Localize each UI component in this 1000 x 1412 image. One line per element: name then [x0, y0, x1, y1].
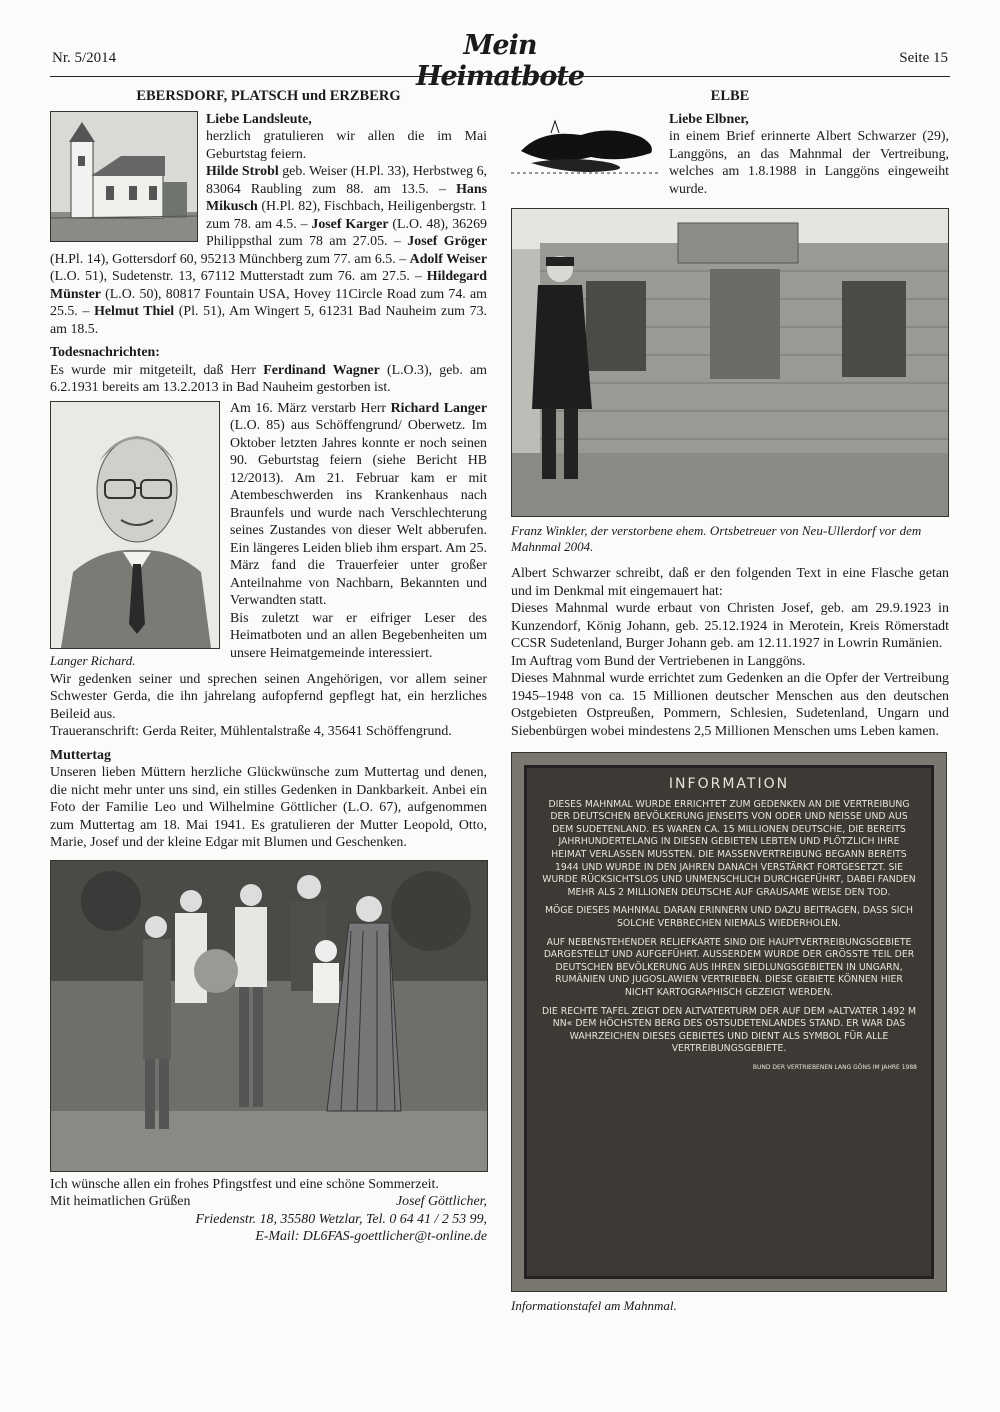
schwarzer-text: Albert Schwarzer schreibt, daß er den folgenden Text in eine Flasche getan und im Denkmal mit eingemauert hat:	[511, 566, 949, 599]
church-image	[51, 112, 197, 241]
birthday-name: Adolf Weiser	[409, 251, 487, 267]
birthday-name: Hilde Strobl	[206, 164, 279, 179]
condolence-text: Wir gedenken seiner und sprechen seinen Angehörigen, vor allem seiner Schwester Gerda, die ihn jahrelang aufopfernd gepflegt hat, ein herzliches Beileid aus.	[50, 671, 487, 722]
builders-text: Dieses Mahnmal wurde erbaut von Christen Josef, geb. am 29.9.1923 in Kunzendorf, König Johann, geb. 25.12.1924 in Merotein, Kreis Römerstadt CCSR Sudetenland, Burger Johann geb. am 12.11.1927 in Lowrin Rumänien.	[511, 601, 949, 651]
death-notice-text: (L.O. 85) aus Schöffengrund/ Oberwetz. Im Oktober letzten Jahres konnte er noch seinen 90. Geburtstag feiern (siehe Bericht HB 12/2013). Am 21. Februar kam er mit Atembeschwerden ins Krankenhaus nach Braunfels und wurde nach Verschlechterung seines Zustandes von dieser Welt abberufen. Ein längeres Leiden blieb ihm erspart. Am 25. März fand die Trauerfeier unter großer Anteilnahme von Nachbarn, Bekannten und Verwandten statt.	[230, 418, 487, 608]
memorial-photo	[511, 208, 949, 517]
section-title-ebersdorf: EBERSDORF, PLATSCH und ERZBERG	[136, 88, 401, 104]
birthday-details: (H.Pl. 82), Fischbach, Heiligenbergstr. 1 zum 78. am 4.5. –	[206, 199, 487, 232]
portrait-photo	[50, 401, 220, 649]
death-name-wagner: Ferdinand Wagner	[263, 362, 380, 378]
mothers-day-heading: Muttertag	[50, 747, 111, 763]
memorial-photo-caption: Franz Winkler, der verstorbene ehem. Ortsbetreuer von Neu-Ullerdorf vor dem Mahnmal 2004.	[511, 523, 922, 554]
family-image	[51, 861, 487, 1171]
left-column	[50, 84, 487, 1246]
birthday-details: (L.O. 51), Sudetenstr. 13, 67112 Mutterstadt zum 76. am 27.5. –	[50, 269, 427, 284]
landscape-drawing	[511, 111, 661, 191]
mothers-day-text: Unseren lieben Müttern herzliche Glückwünsche zum Muttertag und denen, die nicht mehr unter uns sind, ein stilles Gedenken in Dankbarkeit. Anbei ein Foto der Familie Leo und Wilhelmine Göttlicher (L.O. 67), aufgenommen zum Muttertag am 18. Mai 1941. Es gratulieren der Mutter Leopold, Otto, Marie, Josef und der kleine Edgar mit Blumen und Geschenken.	[50, 765, 487, 850]
closing-greeting: Mit heimatlichen Grüßen	[50, 1194, 191, 1209]
birthday-details: geb. Weiser (H.Pl. 33), Herbstweg 6, 83064 Raubling zum 88. am 13.5. –	[206, 164, 487, 197]
signature-email[interactable]: E-Mail: DL6FAS-goettlicher@t-online.de	[255, 1229, 487, 1244]
closing-wishes: Ich wünsche allen ein frohes Pfingstfest und eine schöne Sommerzeit.	[50, 1176, 439, 1192]
greeting-text: herzlich gratulieren wir allen die im Mai Geburtstag feiern.	[206, 129, 487, 162]
church-photo	[50, 111, 198, 242]
death-heading: Todesnachrichten:	[50, 345, 160, 360]
header-rule	[50, 76, 950, 77]
plaque-paragraph: DIESES MAHNMAL WURDE ERRICHTET ZUM GEDENKEN AN DIE VERTREIBUNG DER DEUTSCHEN BEVÖLKERUNG JENSEITS VON ODER UND NEISSE UND AUS DEM SUDETENLAND. ES WAREN CA. 15 MILLIONEN DEUTSCHE, DIE BEREITS JAHRHUNDERTELANG IN DIESEN GEBIETEN LEBTEN UND PLÖTZLICH IHRE HEIMAT VERLASSEN MUSSTEN. DIE MASSENVERTREIBUNG BEGANN BEREITS 1944 UND WURDE IN DEN JAHREN DANACH VERSTÄRKT FORTGESETZT. SIE WURDE RÜCKSICHTSLOS UND UNMENSCHLICH DURCHGEFÜHRT, DABEI FANDEN MEHR ALS 2 MILLIONEN DEUTSCHE AUF GRAUSAME WEISE DEN TOD.	[542, 798, 916, 898]
birthday-details: (L.O. 48), 36269 Philippsthal zum 78 am 27.05. –	[206, 216, 487, 249]
death-notice-text: Am 16. März verstarb Herr	[230, 400, 391, 416]
greeting-landsleute: Liebe Landsleute,	[206, 111, 312, 127]
plaque-paragraph: MÖGE DIESES MAHNMAL DARAN ERINNERN UND DAZU BEITRAGEN, DASS SICH SOLCHE VERBRECHEN NIEMALS WIEDERHOLEN.	[544, 905, 914, 929]
information-plaque	[524, 765, 934, 1279]
plaque-title: INFORMATION	[668, 776, 790, 792]
birthday-details: (H.Pl. 14), Gottersdorf 60, 95213 Münchberg zum 77. am 6.5. –	[50, 251, 410, 267]
portrait-image	[51, 402, 219, 648]
death-notice-text: Es wurde mir mitgeteilt, daß Herr	[50, 362, 264, 378]
reader-note: Bis zuletzt war er eifriger Leser des Heimatboten und an allen Begebenheiten um unsere Heimatgemeinde interessiert.	[230, 610, 487, 661]
commission-text: Im Auftrag vom Bund der Vertriebenen in Langgöns.	[511, 653, 806, 669]
family-photo	[50, 860, 488, 1172]
birthday-name: Helmut Thiel	[94, 304, 175, 319]
right-column	[511, 84, 949, 1314]
information-plaque-photo	[511, 752, 947, 1292]
birthday-name: Josef Karger	[311, 216, 389, 232]
mourning-address: Traueranschrift: Gerda Reiter, Mühlentalstraße 4, 35641 Schöffengrund.	[50, 724, 452, 739]
birthday-details: (Pl. 51), Am Wingert 5, 61231 Bad Nauheim zum 73. am 18.5.	[50, 304, 487, 337]
portrait-block	[50, 401, 220, 669]
greeting-elbner: Liebe Elbner,	[669, 111, 749, 127]
elbe-intro: in einem Brief erinnerte Albert Schwarzer (29), Langgöns, an das Mahnmal der Vertreibung, welches am 1.8.1988 in Langgöns eingeweiht wurde.	[669, 129, 949, 197]
plaque-caption: Informationstafel am Mahnmal.	[511, 1298, 677, 1313]
birthday-name: Josef Gröger	[407, 234, 487, 249]
plaque-footer: BUND DER VERTRIEBENEN LANG GÖNS IM JAHRE 1988	[752, 1063, 917, 1071]
death-notice-text: (L.O.3), geb. am 6.2.1931 bereits am 13.2.2013 in Bad Nauheim gestorben ist.	[50, 362, 487, 395]
landscape-sketch-image	[511, 111, 661, 191]
plaque-paragraph: AUF NEBENSTEHENDER RELIEFKARTE SIND DIE HAUPTVERTREIBUNGSGEBIETE DARGESTELLT UND AUFGEFÜHRT. AUSSERDEM WURDE DER GRÖSSTE TEIL DER DEUTSCHEN BEVÖLKERUNG AUS IHREN SIEDLUNGSGEBIETEN IN UNGARN, RUMÄNIEN UND JUGOSLAWIEN VERTRIEBEN. DIESE GEBIETE KÖNNEN HIER NICHT KARTOGRAPHISCH GEZEIGT WERDEN.	[543, 936, 915, 998]
issue-number: Nr. 5/2014	[52, 50, 117, 66]
masthead-logo: Mein Heimatbote	[415, 30, 585, 92]
memorial-image	[512, 209, 948, 516]
signature-name: Josef Göttlicher,	[395, 1194, 487, 1209]
birthday-name: Hildegard Münster	[50, 269, 487, 302]
signature-address: Friedenstr. 18, 35580 Wetzlar, Tel. 0 64 41 / 2 53 99,	[195, 1211, 487, 1227]
portrait-caption: Langer Richard.	[50, 652, 136, 668]
plaque-paragraph: DIE RECHTE TAFEL ZEIGT DEN ALTVATERTURM DER AUF DEM »ALTVATER 1492 M NN« DEM HÖCHSTEN BERG DES OSTSUDETENLANDES STAND. ER WAR DAS WAHRZEICHEN DIESES GEBIETES UND DIENT ALS SYMBOL FÜR ALLE VERTREIBUNGSGEBIETE.	[542, 1005, 916, 1055]
memorial-purpose-text: Dieses Mahnmal wurde errichtet zum Gedenken an die Opfer der Vertreibung 1945–1948 von ca. 15 Millionen deutscher Menschen aus den deutschen Ostgebieten Ostpreußen, Pommern, Schlesien, Sudetenland, Ungarn und Siebenbürgen wobei mindestens 2,5 Millionen Menschen ums Leben kamen.	[511, 671, 949, 739]
death-name-langer: Richard Langer	[390, 400, 487, 416]
birthday-details: (L.O. 50), 80817 Fountain USA, Hovey 11Circle Road zum 74. am 25.5. –	[50, 286, 487, 319]
section-title-elbe: ELBE	[710, 88, 750, 104]
page-number: Seite 15	[899, 50, 948, 66]
birthday-name: Hans Mikusch	[206, 181, 487, 214]
